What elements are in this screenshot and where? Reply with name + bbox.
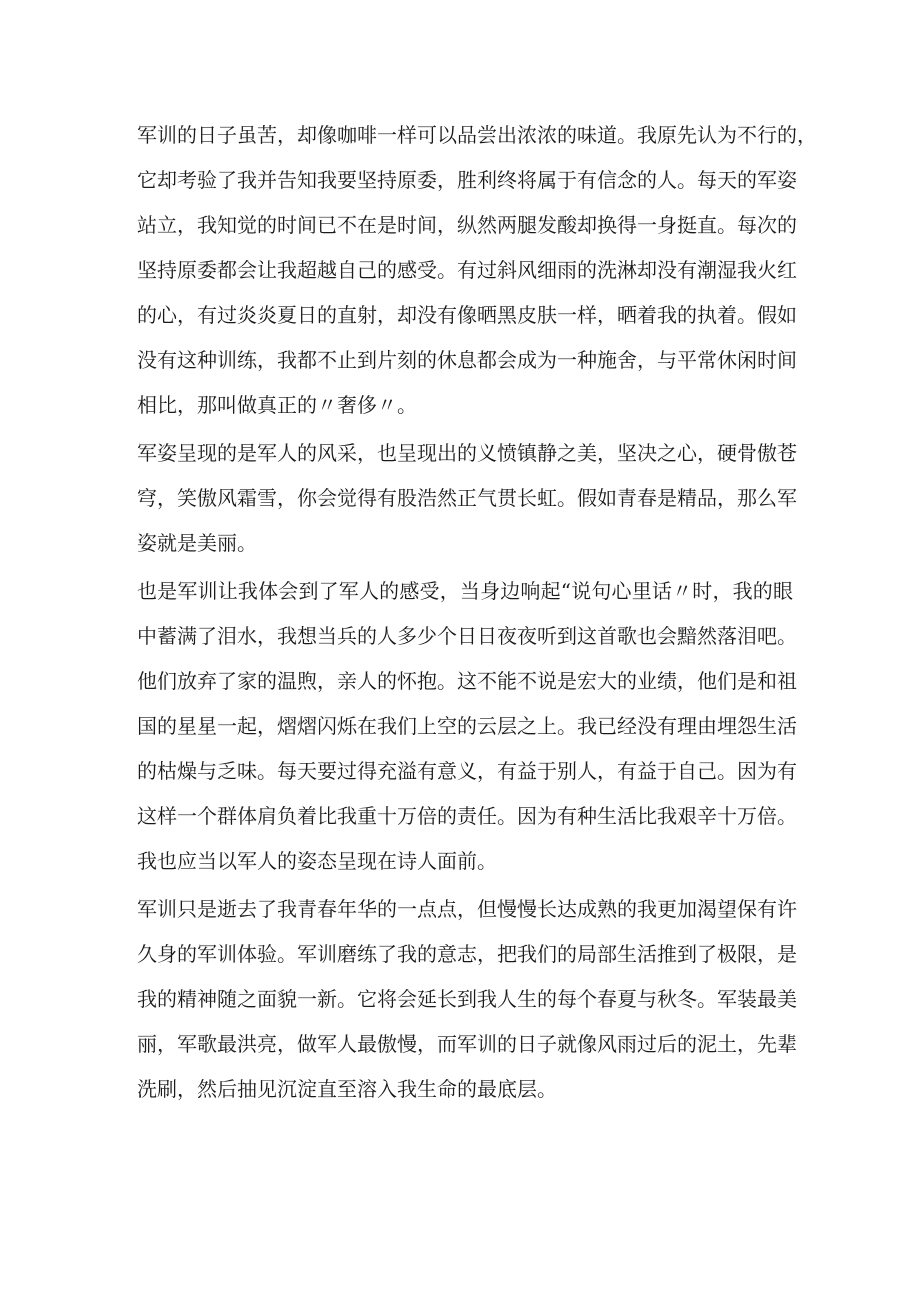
text-line: 的枯燥与乏味。每天要过得充溢有意义，有益于别人，有益于自己。因为有 [137, 759, 797, 783]
text-line: 我的精神随之面貌一新。它将会延长到我人生的每个春夏与秋冬。军装最美 [137, 987, 797, 1011]
text-line: 也是军训让我体会到了军人的感受，当身边响起“说句心里话〃时，我的眼 [137, 579, 793, 603]
text-line: 久身的军训体验。军训磨练了我的意志，把我们的局部生活推到了极限，是 [137, 942, 797, 966]
text-line: 穹，笑傲风霜雪，你会觉得有股浩然正气贯长虹。假如青春是精品，那么军 [137, 486, 797, 510]
text-line: 没有这种训练，我都不止到片刻的休息都会成为一种施舍，与平常休闲时间 [137, 348, 797, 372]
text-line: 国的星星一起，熠熠闪烁在我们上空的云层之上。我已经没有理由埋怨生活 [137, 714, 797, 738]
paragraph-3 [137, 569, 797, 884]
text-line: 的心，有过炎炎夏日的直射，却没有像晒黑皮肤一样，晒着我的执着。假如 [137, 303, 797, 327]
document-body [137, 113, 817, 1115]
text-line: 中蓄满了泪水，我想当兵的人多少个日日夜夜听到这首歌也会黯然落泪吧。 [137, 624, 797, 648]
text-line: 军姿呈现的是军人的风采，也呈现出的义愤镇静之美，坚决之心，硬骨傲苍 [137, 441, 797, 465]
text-line: 它却考验了我并告知我要坚持原委，胜利终将属于有信念的人。每天的军姿 [137, 168, 797, 192]
text-line: 军训只是逝去了我青春年华的一点点，但慢慢长达成熟的我更加渴望保有许 [137, 897, 797, 921]
text-line: 站立，我知觉的时间已不在是时间，纵然两腿发酸却换得一身挺直。每次的 [137, 213, 797, 237]
text-line: 姿就是美丽。 [137, 531, 257, 555]
text-line: 他们放弃了家的温煦，亲人的怀抱。这不能不说是宏大的业绩，他们是和祖 [137, 669, 797, 693]
text-line: 我也应当以军人的姿态呈现在诗人面前。 [137, 849, 497, 873]
text-line: 洗刷，然后抽见沉淀直至溶入我生命的最底层。 [137, 1077, 557, 1101]
text-line: 军训的日子虽苦，却像咖啡一样可以品尝出浓浓的味道。我原先认为不行的， [137, 123, 817, 147]
paragraph-2 [137, 431, 797, 566]
paragraph-4 [137, 887, 797, 1112]
text-line: 丽，军歌最洪亮，做军人最傲慢，而军训的日子就像风雨过后的泥土，先辈 [137, 1032, 797, 1056]
text-line: 坚持原委都会让我超越自己的感受。有过斜风细雨的洗淋却没有潮湿我火红 [137, 258, 797, 282]
text-line: 这样一个群体肩负着比我重十万倍的责任。因为有种生活比我艰辛十万倍。 [137, 804, 797, 828]
text-line: 相比，那叫做真正的〃奢侈〃。 [137, 393, 417, 417]
paragraph-1 [137, 113, 817, 428]
